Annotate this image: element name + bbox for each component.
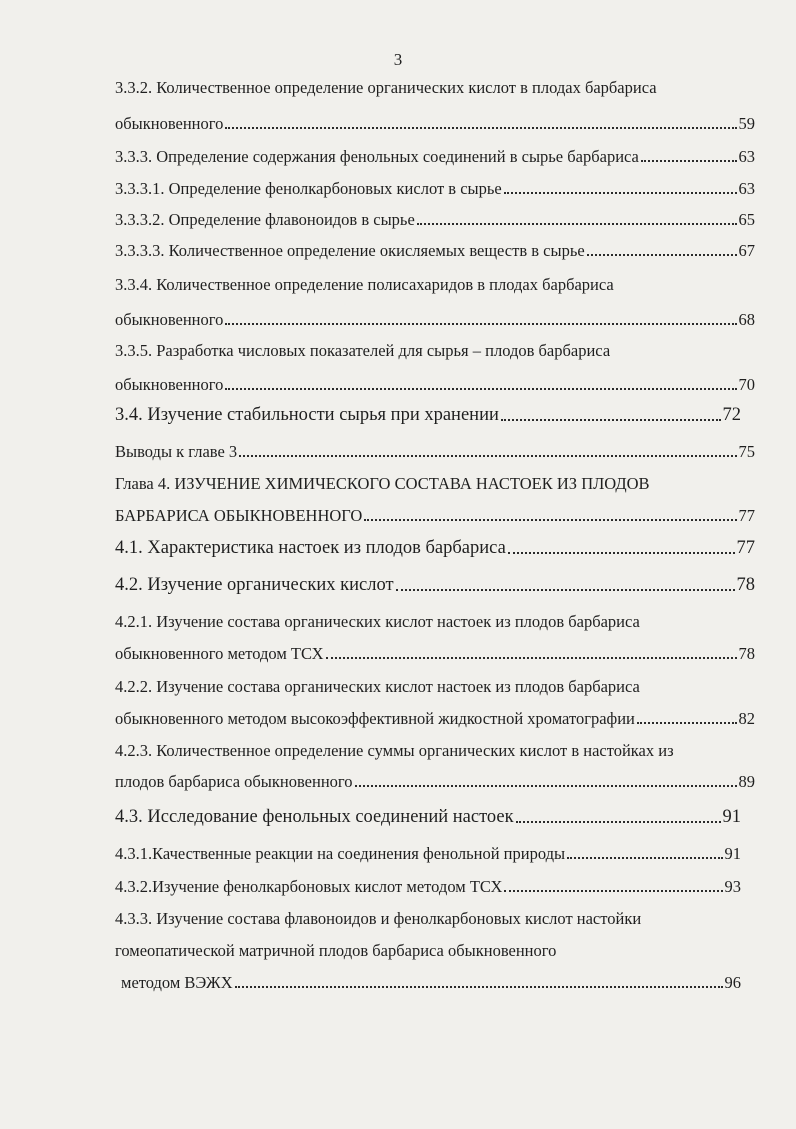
toc-line-page: 91 xyxy=(722,807,741,827)
toc-line-text: 4.1. Характеристика настоек из плодов барбариса xyxy=(115,538,506,558)
toc-line-text: 4.2. Изучение органических кислот xyxy=(115,575,394,595)
toc-line-page: 78 xyxy=(736,575,755,595)
toc-line-page: 78 xyxy=(738,644,755,663)
toc-line xyxy=(115,646,755,663)
toc-line-text: обыкновенного xyxy=(115,114,224,133)
toc-line-text: 4.3.3. Изучение состава флавоноидов и фенолкарбоновых кислот настойки xyxy=(115,909,642,928)
toc-line-text: Выводы к главе 3 xyxy=(115,442,238,461)
toc-line-text: 3.3.3.2. Определение флавоноидов в сырье xyxy=(115,210,415,229)
toc-line xyxy=(115,508,755,525)
leader-dots xyxy=(225,388,736,390)
toc-line xyxy=(115,277,755,294)
toc-line-page: 82 xyxy=(738,709,755,728)
leader-dots xyxy=(355,785,737,787)
leader-dots xyxy=(641,160,737,162)
toc-line-text: 4.2.2. Изучение состава органических кислот настоек из плодов барбариса xyxy=(115,677,640,696)
leader-dots xyxy=(508,552,735,554)
toc-line xyxy=(115,879,741,896)
toc-line-text: БАРБАРИСА ОБЫКНОВЕННОГО xyxy=(115,506,363,525)
toc-line-page: 77 xyxy=(738,506,755,525)
leader-dots xyxy=(326,657,737,659)
toc-line-page: 63 xyxy=(738,147,755,166)
toc-line-text: Глава 4. ИЗУЧЕНИЕ ХИМИЧЕСКОГО СОСТАВА НАСТОЕК ИЗ ПЛОДОВ xyxy=(115,474,650,493)
leader-dots xyxy=(239,455,736,457)
leader-dots xyxy=(225,127,736,129)
toc-line-page: 67 xyxy=(738,241,755,260)
leader-dots xyxy=(396,589,735,591)
toc-line xyxy=(115,943,755,960)
toc-line-page: 70 xyxy=(738,375,755,394)
toc-line-text: 3.3.3.3. Количественное определение окисляемых веществ в сырье xyxy=(115,241,585,260)
toc-line xyxy=(115,539,755,558)
toc-line-text: обыкновенного методом высокоэффективной жидкостной хроматографии xyxy=(115,709,635,728)
toc-line-text: 4.3.1.Качественные реакции на соединения фенольной природы xyxy=(115,844,566,863)
leader-dots xyxy=(504,192,737,194)
toc-line-text: обыкновенного методом ТСХ xyxy=(115,644,324,663)
leader-dots xyxy=(504,890,722,892)
toc-line-text: 3.3.3. Определение содержания фенольных соединений в сырье барбариса xyxy=(115,147,639,166)
toc-line xyxy=(115,774,755,791)
toc-line xyxy=(121,975,741,992)
toc-line xyxy=(115,711,755,728)
toc-line-text: 4.3. Исследование фенольных соединений настоек xyxy=(115,807,514,827)
leader-dots xyxy=(235,986,723,988)
toc-line-text: плодов барбариса обыкновенного xyxy=(115,772,353,791)
toc-line-page: 65 xyxy=(738,210,755,229)
leader-dots xyxy=(225,323,736,325)
toc-line-text: методом ВЭЖХ xyxy=(121,973,233,992)
toc-line xyxy=(115,743,755,760)
toc-line xyxy=(115,377,755,394)
toc-line-text: 3.3.5. Разработка числовых показателей для сырья – плодов барбариса xyxy=(115,341,611,360)
leader-dots xyxy=(637,722,737,724)
toc-line xyxy=(115,149,755,166)
toc-line-page: 68 xyxy=(738,310,755,329)
toc-line-text: 3.3.3.1. Определение фенолкарбоновых кислот в сырье xyxy=(115,179,502,198)
toc-line xyxy=(115,343,755,360)
toc-line xyxy=(115,181,755,198)
toc-line-text: 3.3.4. Количественное определение полисахаридов в плодах барбариса xyxy=(115,275,614,294)
toc-line xyxy=(115,243,755,260)
page-number: 3 xyxy=(393,50,403,69)
toc-line xyxy=(115,116,755,133)
toc-line-text: 4.3.2.Изучение фенолкарбоновых кислот методом ТСХ xyxy=(115,877,503,896)
toc-line xyxy=(115,476,755,493)
toc-line xyxy=(115,444,755,461)
toc-line-text: 3.3.2. Количественное определение органических кислот в плодах барбариса xyxy=(115,78,657,97)
leader-dots xyxy=(567,857,722,859)
toc-line-page: 59 xyxy=(738,114,755,133)
toc-line-text: 4.2.1. Изучение состава органических кислот настоек из плодов барбариса xyxy=(115,612,640,631)
toc-line-page: 89 xyxy=(738,772,755,791)
toc-line xyxy=(115,808,741,827)
leader-dots xyxy=(501,419,721,421)
toc-line xyxy=(115,406,741,425)
toc-line xyxy=(115,312,755,329)
leader-dots xyxy=(417,223,737,225)
toc-line-page: 91 xyxy=(724,844,741,863)
toc-line-page: 93 xyxy=(724,877,741,896)
toc-line-page: 63 xyxy=(738,179,755,198)
toc-line xyxy=(115,614,755,631)
toc-line-page: 77 xyxy=(736,538,755,558)
leader-dots xyxy=(587,254,737,256)
toc-line-text: обыкновенного xyxy=(115,310,224,329)
toc-line xyxy=(115,911,755,928)
leader-dots xyxy=(516,821,721,823)
toc-line xyxy=(115,212,755,229)
toc-line-page: 96 xyxy=(724,973,741,992)
toc-line xyxy=(115,80,755,97)
toc-line-text: обыкновенного xyxy=(115,375,224,394)
toc-line xyxy=(115,576,755,595)
leader-dots xyxy=(364,519,736,521)
toc-line-page: 75 xyxy=(738,442,755,461)
toc-line-text: 4.2.3. Количественное определение суммы органических кислот в настойках из xyxy=(115,741,674,760)
toc-line xyxy=(115,846,741,863)
toc-line-page: 72 xyxy=(722,405,741,425)
toc-line xyxy=(115,679,755,696)
toc-line-text: гомеопатической матричной плодов барбариса обыкновенного xyxy=(115,941,557,960)
toc-line-text: 3.4. Изучение стабильности сырья при хранении xyxy=(115,405,499,425)
